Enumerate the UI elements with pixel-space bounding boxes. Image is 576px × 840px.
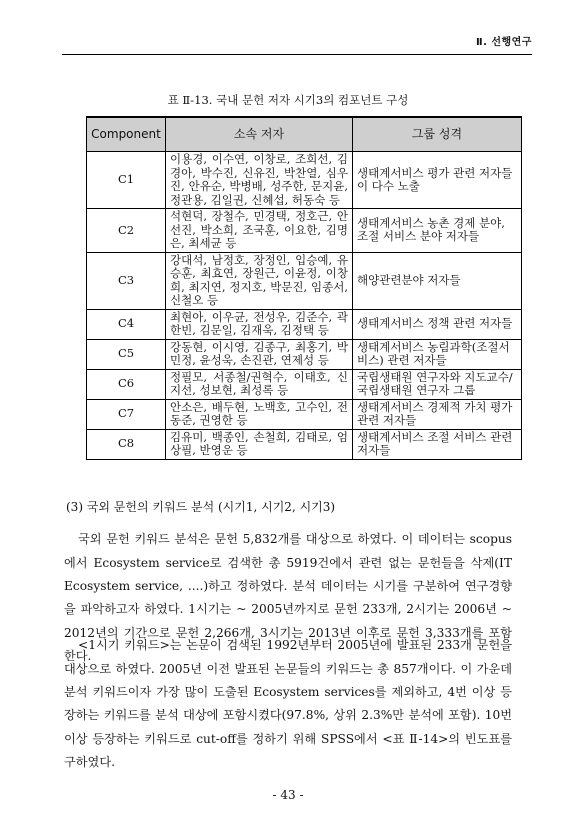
- table-row: [87, 429, 522, 459]
- table-row: [87, 252, 522, 309]
- group-cell: 국립생태원 연구자와 지도교수/ 국립생태원 연구자 그룹: [353, 369, 522, 399]
- group-cell: 해양관련분야 저자들: [353, 252, 522, 309]
- column-header-component: Component: [87, 117, 166, 152]
- component-cell: C1: [87, 152, 166, 209]
- body-paragraph: 국외 문헌 키워드 분석은 문헌 5,832개를 대상으로 하였다. 이 데이터는 scopus에서 Ecosystem service로 검색한 총 5919건에서 관련 없는 문헌들을 삭제(IT Ecosystem service, ....)하고 정하였다. 분석 데이터는 시기를 구분하여 연구경향을 파악하고자 하였다. 1시기는 ~ 2005년까지로 문헌 233개, 2시기는 2006년 ~ 2012년의 기간으로 문헌 2,266개, 3시기는 2013년 이후로 문헌 3,333개를 포함한다.: [64, 532, 512, 664]
- group-cell: 생태계서비스 조절 서비스 관련 저자들: [353, 429, 522, 459]
- table-row: [87, 309, 522, 339]
- page-number: - 43 -: [272, 788, 304, 802]
- authors-cell: 최현아, 이우균, 전성우, 김준수, 곽한빈, 김문일, 김재욱, 김정택 등: [166, 309, 353, 339]
- group-cell: 생태계서비스 농림과학(조절서비스) 관련 저자들: [353, 339, 522, 369]
- authors-cell: 안소은, 배두현, 노백호, 고수인, 전동준, 권영한 등: [166, 399, 353, 429]
- group-cell: 생태계서비스 경제적 가치 평가 관련 저자들: [353, 399, 522, 429]
- table-caption: 표 Ⅱ-13. 국내 문헌 저자 시기3의 컴포넌트 구성: [167, 93, 409, 107]
- header-divider: [62, 54, 532, 55]
- group-cell: 생태계서비스 평가 관련 저자들이 다수 노출: [353, 152, 522, 209]
- section-header: Ⅱ. 선행연구: [475, 37, 532, 48]
- table-row: [87, 369, 522, 399]
- component-cell: C5: [87, 339, 166, 369]
- authors-cell: 이용경, 이수연, 이창로, 조희선, 김경아, 박수진, 신유진, 박찬열, 심우진, 안유순, 박병배, 성주한, 문지윤, 정관용, 김일권, 신혜섭, 허동숙 등: [166, 152, 353, 209]
- table-row: [87, 209, 522, 253]
- column-header-authors: 소속 저자: [166, 117, 353, 152]
- authors-cell: 정필모, 서종철/권혁수, 이태호, 신지선, 성보현, 최성록 등: [166, 369, 353, 399]
- component-cell: C7: [87, 399, 166, 429]
- table-row: [87, 399, 522, 429]
- table-row: [87, 339, 522, 369]
- table-row: [87, 152, 522, 209]
- component-cell: C6: [87, 369, 166, 399]
- component-table: [86, 116, 522, 460]
- authors-cell: 강동현, 이시영, 김종구, 최홍기, 박민정, 윤성욱, 손진관, 연제성 등: [166, 339, 353, 369]
- subsection-title: (3) 국외 문헌의 키워드 분석 (시기1, 시기2, 시기3): [66, 500, 336, 514]
- body-paragraph: <1시기 키워드>는 논문이 검색된 1992년부터 2005년에 발표된 233개 문헌을 대상으로 하였다. 2005년 이전 발표된 논문들의 키워드는 총 857개이다. 이 가운데 분석 키워드이자 가장 많이 도출된 Ecosystem services를 제외하고, 4번 이상 등장하는 키워드를 분석 대상에 포함시켰다(97.8%, 상위 2.3%만 분석에 포함). 10번 이상 등장하는 키워드로 cut-off를 정하기 위해 SPSS에서 <표 Ⅱ-14>의 빈도표를 구하였다.: [64, 638, 512, 770]
- group-cell: 생태계서비스 농촌 경제 분야, 조절 서비스 분야 저자들: [353, 209, 522, 253]
- group-cell: 생태계서비스 정책 관련 저자들: [353, 309, 522, 339]
- authors-cell: 강대석, 남정호, 장정인, 입승예, 유승훈, 최효연, 장원근, 이윤정, 이창희, 최지연, 정지호, 박문진, 임종서, 신철오 등: [166, 252, 353, 309]
- component-cell: C4: [87, 309, 166, 339]
- authors-cell: 김유미, 백종인, 손철희, 김태로, 엄상필, 반영운 등: [166, 429, 353, 459]
- component-cell: C2: [87, 209, 166, 253]
- component-cell: C8: [87, 429, 166, 459]
- component-cell: C3: [87, 252, 166, 309]
- column-header-group: 그룹 성격: [353, 117, 522, 152]
- authors-cell: 석현덕, 장철수, 민경택, 정호근, 안선진, 박소희, 조국훈, 이요한, 김명은, 최세균 등: [166, 209, 353, 253]
